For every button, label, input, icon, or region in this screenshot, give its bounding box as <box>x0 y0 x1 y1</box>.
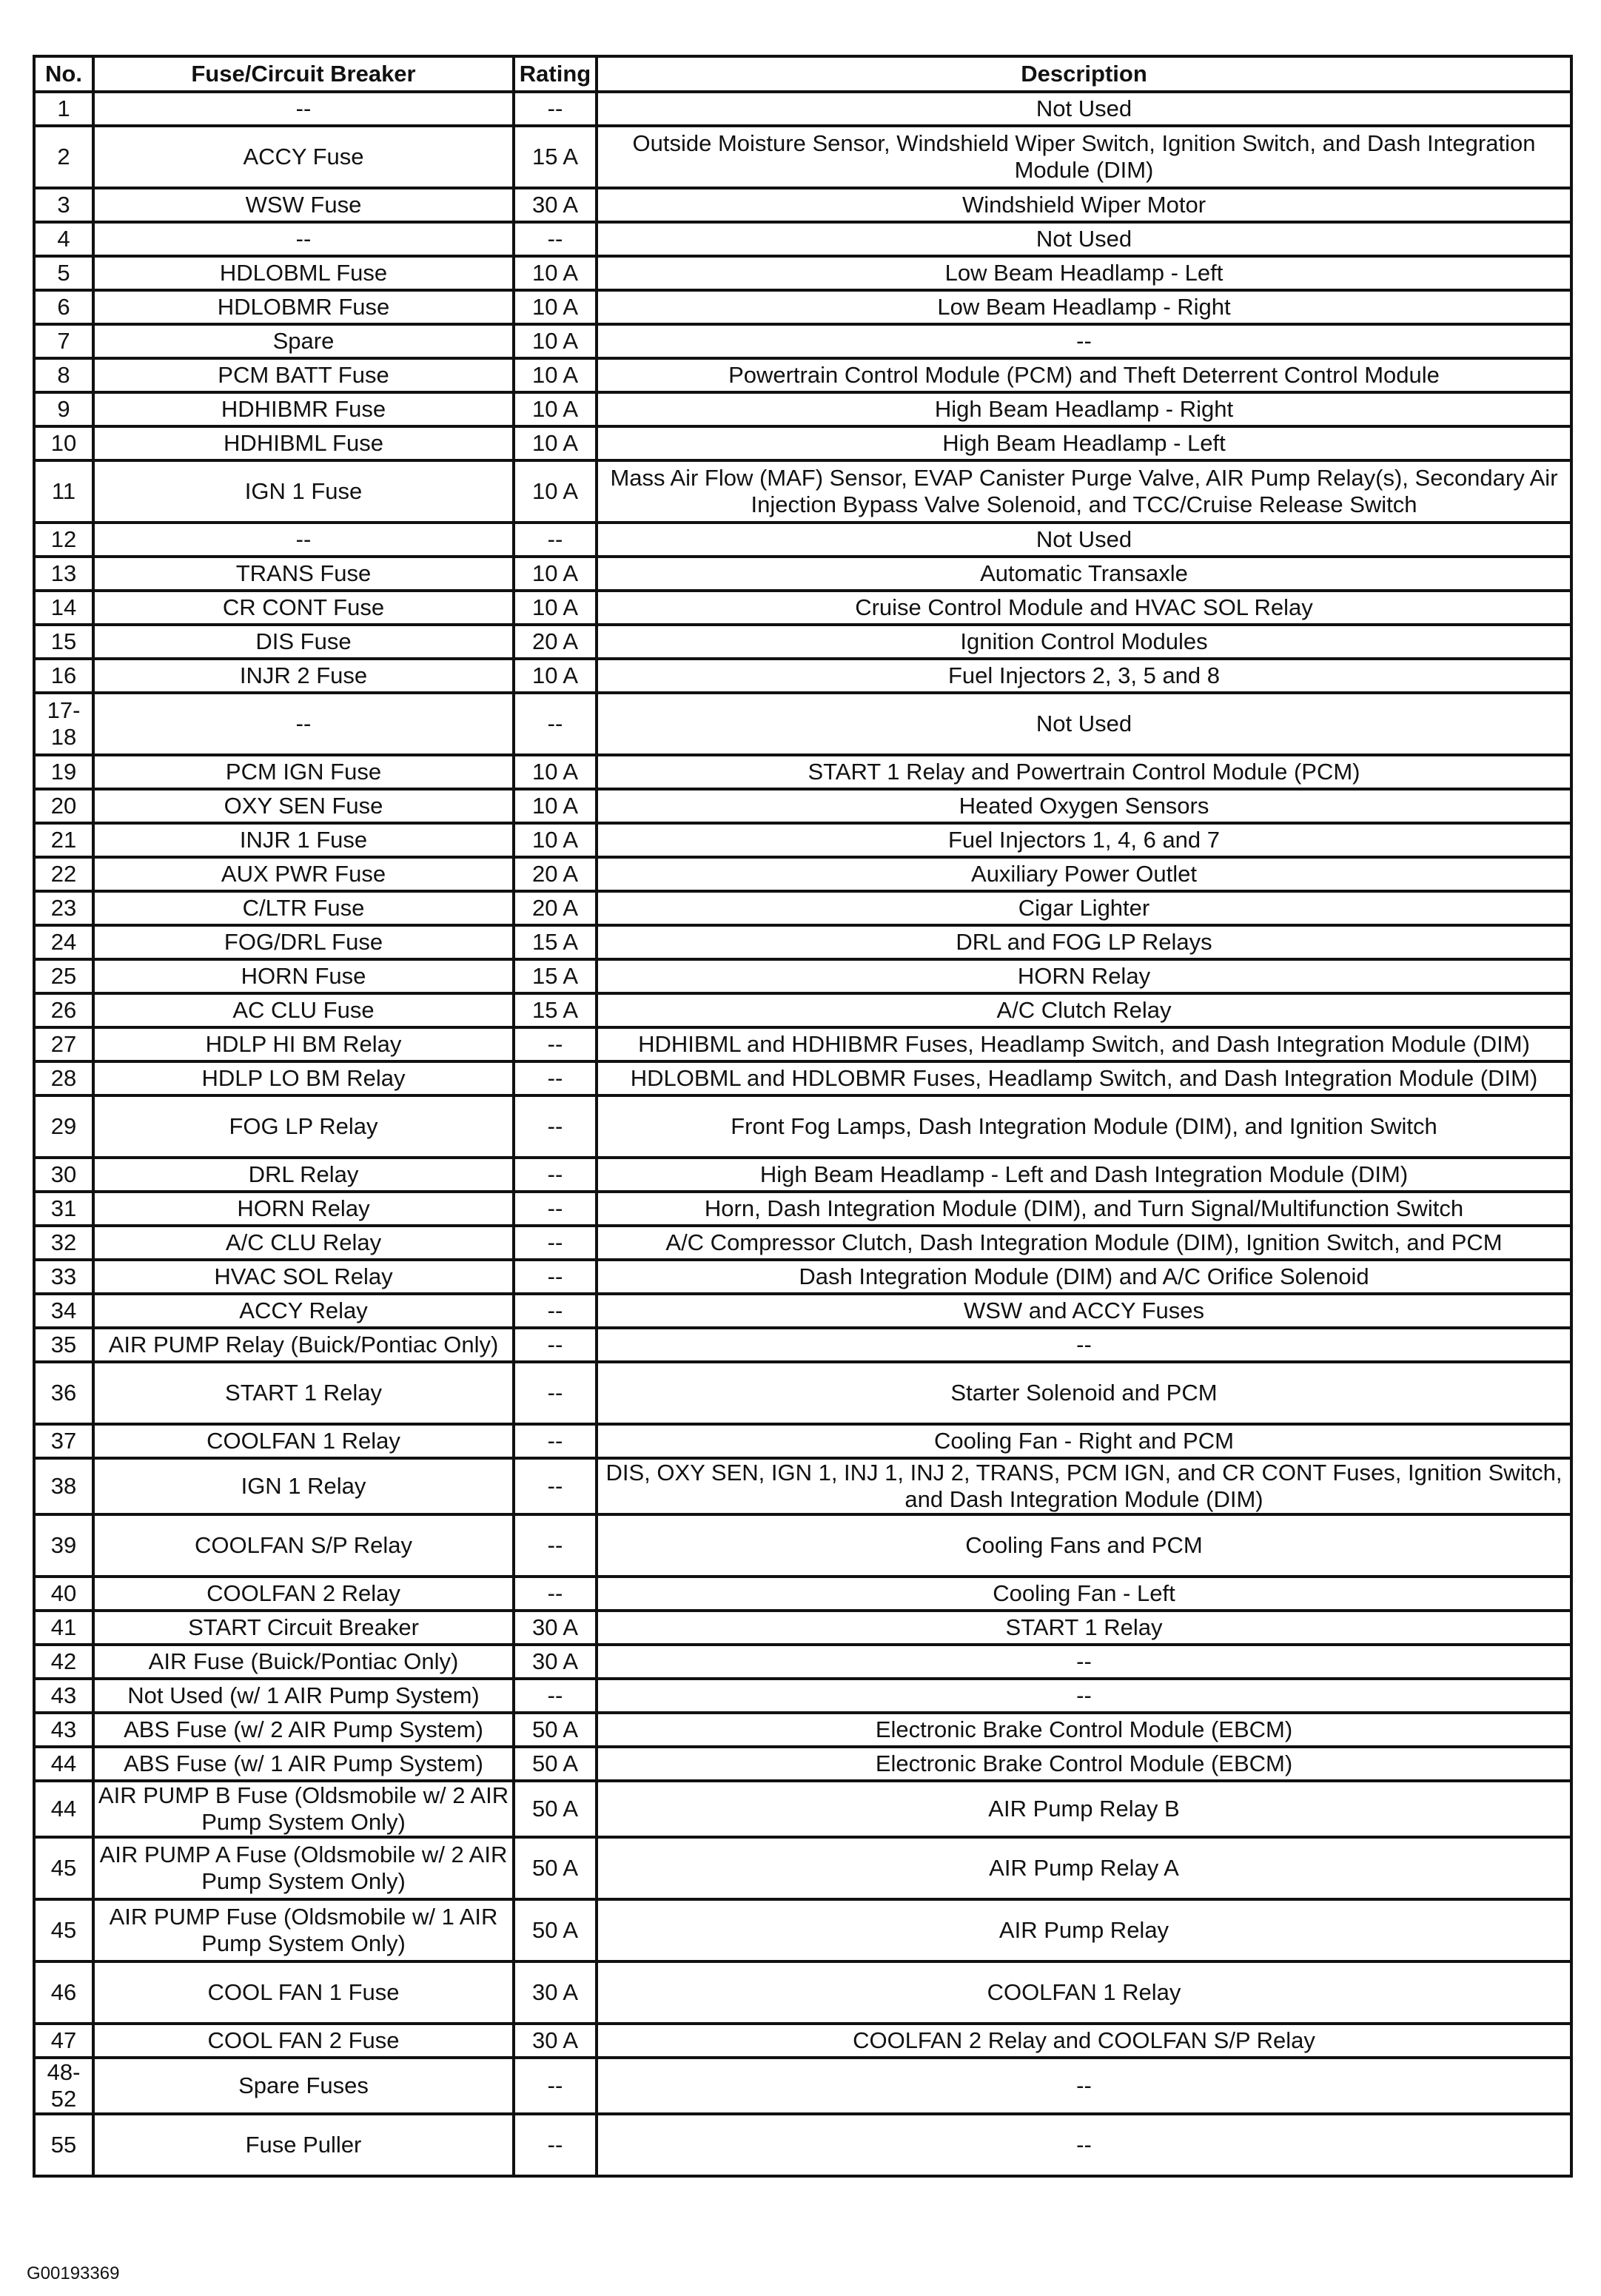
cell-fuse: ACCY Fuse <box>93 126 514 188</box>
cell-no: 38 <box>34 1458 93 1514</box>
cell-rating: 30 A <box>514 1961 597 2024</box>
cell-fuse: -- <box>93 92 514 126</box>
table-row <box>34 755 1571 789</box>
cell-no: 47 <box>34 2024 93 2058</box>
table-row <box>34 925 1571 959</box>
cell-no: 44 <box>34 1781 93 1837</box>
cell-no: 14 <box>34 591 93 625</box>
cell-fuse: CR CONT Fuse <box>93 591 514 625</box>
cell-description: Ignition Control Modules <box>597 625 1571 659</box>
cell-no: 31 <box>34 1192 93 1226</box>
cell-rating: 10 A <box>514 256 597 290</box>
cell-no: 23 <box>34 891 93 925</box>
cell-fuse: HDLOBML Fuse <box>93 256 514 290</box>
cell-description: Automatic Transaxle <box>597 557 1571 591</box>
cell-description: Powertrain Control Module (PCM) and Theft Deterrent Control Module <box>597 358 1571 392</box>
cell-fuse: A/C CLU Relay <box>93 1226 514 1260</box>
cell-no: 43 <box>34 1679 93 1713</box>
cell-fuse: START Circuit Breaker <box>93 1611 514 1645</box>
cell-rating: -- <box>514 1514 597 1577</box>
table-row <box>34 1458 1571 1514</box>
table-row <box>34 591 1571 625</box>
cell-rating: 10 A <box>514 290 597 324</box>
cell-no: 19 <box>34 755 93 789</box>
cell-rating: 10 A <box>514 426 597 460</box>
cell-rating: 10 A <box>514 823 597 857</box>
cell-fuse: C/LTR Fuse <box>93 891 514 925</box>
cell-rating: -- <box>514 1294 597 1328</box>
cell-no: 43 <box>34 1713 93 1747</box>
figure-code: G00193369 <box>27 2263 120 2283</box>
table-row <box>34 1260 1571 1294</box>
cell-no: 20 <box>34 789 93 823</box>
cell-fuse: HDHIBMR Fuse <box>93 392 514 426</box>
table-row <box>34 1362 1571 1424</box>
table-row <box>34 2114 1571 2176</box>
cell-fuse: COOLFAN 2 Relay <box>93 1577 514 1611</box>
cell-no: 26 <box>34 993 93 1027</box>
cell-fuse: AIR PUMP A Fuse (Oldsmobile w/ 2 AIR Pump System Only) <box>93 1837 514 1899</box>
cell-no: 36 <box>34 1362 93 1424</box>
cell-fuse: HDLP LO BM Relay <box>93 1061 514 1095</box>
table-row <box>34 1095 1571 1158</box>
table-row <box>34 1781 1571 1837</box>
cell-description: START 1 Relay and Powertrain Control Module (PCM) <box>597 755 1571 789</box>
header-description: Description <box>597 56 1571 92</box>
cell-rating: -- <box>514 92 597 126</box>
fuse-table <box>33 55 1573 2178</box>
cell-fuse: HVAC SOL Relay <box>93 1260 514 1294</box>
cell-description: COOLFAN 1 Relay <box>597 1961 1571 2024</box>
table-row <box>34 1611 1571 1645</box>
cell-description: Not Used <box>597 92 1571 126</box>
cell-description: -- <box>597 1679 1571 1713</box>
cell-description: Electronic Brake Control Module (EBCM) <box>597 1747 1571 1781</box>
cell-description: Not Used <box>597 222 1571 256</box>
cell-description: Mass Air Flow (MAF) Sensor, EVAP Canister Purge Valve, AIR Pump Relay(s), Secondary Air Injection Bypass Valve Solenoid, and TCC/Cruise Release Switch <box>597 460 1571 523</box>
cell-fuse: FOG/DRL Fuse <box>93 925 514 959</box>
cell-no: 1 <box>34 92 93 126</box>
cell-rating: -- <box>514 1679 597 1713</box>
cell-no: 55 <box>34 2114 93 2176</box>
cell-no: 44 <box>34 1747 93 1781</box>
cell-rating: -- <box>514 1458 597 1514</box>
table-row <box>34 891 1571 925</box>
cell-rating: 10 A <box>514 591 597 625</box>
cell-rating: -- <box>514 1260 597 1294</box>
cell-description: Cooling Fan - Left <box>597 1577 1571 1611</box>
cell-fuse: TRANS Fuse <box>93 557 514 591</box>
cell-description: Dash Integration Module (DIM) and A/C Orifice Solenoid <box>597 1260 1571 1294</box>
cell-description: START 1 Relay <box>597 1611 1571 1645</box>
table-row <box>34 426 1571 460</box>
cell-description: -- <box>597 1645 1571 1679</box>
cell-no: 6 <box>34 290 93 324</box>
cell-no: 39 <box>34 1514 93 1577</box>
cell-description: Cruise Control Module and HVAC SOL Relay <box>597 591 1571 625</box>
cell-rating: 10 A <box>514 789 597 823</box>
cell-no: 22 <box>34 857 93 891</box>
cell-description: Fuel Injectors 1, 4, 6 and 7 <box>597 823 1571 857</box>
cell-no: 45 <box>34 1837 93 1899</box>
cell-fuse: COOLFAN 1 Relay <box>93 1424 514 1458</box>
cell-rating: -- <box>514 1061 597 1095</box>
cell-fuse: HDLOBMR Fuse <box>93 290 514 324</box>
cell-rating: -- <box>514 693 597 755</box>
cell-description: Cigar Lighter <box>597 891 1571 925</box>
cell-rating: -- <box>514 1424 597 1458</box>
table-row <box>34 1061 1571 1095</box>
cell-fuse: Fuse Puller <box>93 2114 514 2176</box>
cell-no: 41 <box>34 1611 93 1645</box>
table-row <box>34 188 1571 222</box>
cell-no: 40 <box>34 1577 93 1611</box>
cell-rating: -- <box>514 523 597 557</box>
cell-no: 33 <box>34 1260 93 1294</box>
cell-rating: 50 A <box>514 1899 597 1961</box>
cell-description: -- <box>597 324 1571 358</box>
cell-fuse: OXY SEN Fuse <box>93 789 514 823</box>
cell-no: 10 <box>34 426 93 460</box>
cell-rating: -- <box>514 1362 597 1424</box>
cell-description: Not Used <box>597 693 1571 755</box>
cell-rating: 10 A <box>514 557 597 591</box>
cell-no: 2 <box>34 126 93 188</box>
cell-description: Cooling Fans and PCM <box>597 1514 1571 1577</box>
cell-description: -- <box>597 2114 1571 2176</box>
cell-fuse: Not Used (w/ 1 AIR Pump System) <box>93 1679 514 1713</box>
table-row <box>34 2024 1571 2058</box>
cell-fuse: Spare <box>93 324 514 358</box>
table-row <box>34 1027 1571 1061</box>
table-row <box>34 625 1571 659</box>
cell-rating: 15 A <box>514 925 597 959</box>
cell-fuse: AIR PUMP B Fuse (Oldsmobile w/ 2 AIR Pump System Only) <box>93 1781 514 1837</box>
cell-rating: 50 A <box>514 1837 597 1899</box>
cell-rating: 30 A <box>514 1645 597 1679</box>
cell-fuse: -- <box>93 222 514 256</box>
cell-rating: -- <box>514 2058 597 2114</box>
cell-description: A/C Clutch Relay <box>597 993 1571 1027</box>
cell-rating: 10 A <box>514 392 597 426</box>
table-row <box>34 1192 1571 1226</box>
table-row <box>34 460 1571 523</box>
cell-no: 13 <box>34 557 93 591</box>
cell-fuse: HDHIBML Fuse <box>93 426 514 460</box>
cell-description: Electronic Brake Control Module (EBCM) <box>597 1713 1571 1747</box>
cell-description: High Beam Headlamp - Right <box>597 392 1571 426</box>
table-row <box>34 1645 1571 1679</box>
cell-no: 37 <box>34 1424 93 1458</box>
cell-fuse: PCM IGN Fuse <box>93 755 514 789</box>
cell-fuse: HDLP HI BM Relay <box>93 1027 514 1061</box>
table-row <box>34 290 1571 324</box>
cell-fuse: HORN Relay <box>93 1192 514 1226</box>
table-row <box>34 823 1571 857</box>
cell-description: Fuel Injectors 2, 3, 5 and 8 <box>597 659 1571 693</box>
cell-no: 15 <box>34 625 93 659</box>
cell-rating: 15 A <box>514 126 597 188</box>
cell-description: Auxiliary Power Outlet <box>597 857 1571 891</box>
cell-no: 8 <box>34 358 93 392</box>
cell-rating: -- <box>514 1226 597 1260</box>
cell-description: Front Fog Lamps, Dash Integration Module (DIM), and Ignition Switch <box>597 1095 1571 1158</box>
cell-rating: 10 A <box>514 755 597 789</box>
table-row <box>34 1961 1571 2024</box>
cell-no: 25 <box>34 959 93 993</box>
cell-description: HDLOBML and HDLOBMR Fuses, Headlamp Switch, and Dash Integration Module (DIM) <box>597 1061 1571 1095</box>
table-row <box>34 1294 1571 1328</box>
cell-no: 5 <box>34 256 93 290</box>
cell-fuse: AUX PWR Fuse <box>93 857 514 891</box>
cell-rating: 30 A <box>514 2024 597 2058</box>
cell-no: 17-18 <box>34 693 93 755</box>
cell-description: -- <box>597 2058 1571 2114</box>
cell-description: Heated Oxygen Sensors <box>597 789 1571 823</box>
cell-no: 9 <box>34 392 93 426</box>
cell-fuse: COOL FAN 2 Fuse <box>93 2024 514 2058</box>
table-row <box>34 557 1571 591</box>
cell-description: Cooling Fan - Right and PCM <box>597 1424 1571 1458</box>
cell-no: 35 <box>34 1328 93 1362</box>
cell-fuse: ACCY Relay <box>93 1294 514 1328</box>
cell-rating: -- <box>514 1027 597 1061</box>
cell-description: -- <box>597 1328 1571 1362</box>
cell-rating: 30 A <box>514 188 597 222</box>
table-row <box>34 993 1571 1027</box>
cell-description: AIR Pump Relay <box>597 1899 1571 1961</box>
cell-rating: 10 A <box>514 324 597 358</box>
cell-no: 12 <box>34 523 93 557</box>
cell-rating: 30 A <box>514 1611 597 1645</box>
table-row <box>34 1837 1571 1899</box>
table-row <box>34 126 1571 188</box>
cell-rating: 15 A <box>514 959 597 993</box>
cell-no: 11 <box>34 460 93 523</box>
cell-fuse: COOLFAN S/P Relay <box>93 1514 514 1577</box>
cell-description: Low Beam Headlamp - Right <box>597 290 1571 324</box>
cell-description: DIS, OXY SEN, IGN 1, INJ 1, INJ 2, TRANS, PCM IGN, and CR CONT Fuses, Ignition Switch, and Dash Integration Module (DIM) <box>597 1458 1571 1514</box>
cell-no: 27 <box>34 1027 93 1061</box>
cell-fuse: HORN Fuse <box>93 959 514 993</box>
cell-description: COOLFAN 2 Relay and COOLFAN S/P Relay <box>597 2024 1571 2058</box>
cell-fuse: IGN 1 Fuse <box>93 460 514 523</box>
cell-no: 30 <box>34 1158 93 1192</box>
table-row <box>34 1424 1571 1458</box>
table-row <box>34 392 1571 426</box>
cell-rating: 10 A <box>514 659 597 693</box>
cell-fuse: FOG LP Relay <box>93 1095 514 1158</box>
cell-rating: -- <box>514 1328 597 1362</box>
table-row <box>34 358 1571 392</box>
table-row <box>34 1679 1571 1713</box>
table-row <box>34 857 1571 891</box>
cell-description: DRL and FOG LP Relays <box>597 925 1571 959</box>
cell-rating: -- <box>514 222 597 256</box>
cell-no: 7 <box>34 324 93 358</box>
table-row <box>34 959 1571 993</box>
table-row <box>34 1713 1571 1747</box>
cell-fuse: ABS Fuse (w/ 1 AIR Pump System) <box>93 1747 514 1781</box>
cell-rating: 15 A <box>514 993 597 1027</box>
cell-fuse: -- <box>93 523 514 557</box>
header-fuse: Fuse/Circuit Breaker <box>93 56 514 92</box>
cell-fuse: COOL FAN 1 Fuse <box>93 1961 514 2024</box>
cell-fuse: ABS Fuse (w/ 2 AIR Pump System) <box>93 1713 514 1747</box>
cell-description: HORN Relay <box>597 959 1571 993</box>
table-row <box>34 256 1571 290</box>
table-row <box>34 1226 1571 1260</box>
table-row <box>34 222 1571 256</box>
cell-rating: 20 A <box>514 891 597 925</box>
cell-description: AIR Pump Relay B <box>597 1781 1571 1837</box>
table-header-row <box>34 56 1571 92</box>
cell-rating: -- <box>514 2114 597 2176</box>
cell-description: A/C Compressor Clutch, Dash Integration Module (DIM), Ignition Switch, and PCM <box>597 1226 1571 1260</box>
cell-rating: 10 A <box>514 460 597 523</box>
cell-fuse: PCM BATT Fuse <box>93 358 514 392</box>
cell-fuse: WSW Fuse <box>93 188 514 222</box>
cell-fuse: INJR 2 Fuse <box>93 659 514 693</box>
table-row <box>34 1899 1571 1961</box>
cell-fuse: AC CLU Fuse <box>93 993 514 1027</box>
cell-no: 3 <box>34 188 93 222</box>
table-row <box>34 2058 1571 2114</box>
cell-no: 21 <box>34 823 93 857</box>
header-no: No. <box>34 56 93 92</box>
cell-description: HDHIBML and HDHIBMR Fuses, Headlamp Switch, and Dash Integration Module (DIM) <box>597 1027 1571 1061</box>
cell-description: High Beam Headlamp - Left <box>597 426 1571 460</box>
table-row <box>34 1328 1571 1362</box>
cell-fuse: DRL Relay <box>93 1158 514 1192</box>
cell-fuse: START 1 Relay <box>93 1362 514 1424</box>
cell-no: 24 <box>34 925 93 959</box>
cell-rating: 20 A <box>514 857 597 891</box>
fuse-document <box>33 55 1570 2178</box>
cell-no: 28 <box>34 1061 93 1095</box>
cell-no: 32 <box>34 1226 93 1260</box>
cell-no: 16 <box>34 659 93 693</box>
table-row <box>34 523 1571 557</box>
cell-fuse: INJR 1 Fuse <box>93 823 514 857</box>
table-row <box>34 693 1571 755</box>
cell-description: Not Used <box>597 523 1571 557</box>
cell-no: 34 <box>34 1294 93 1328</box>
table-row <box>34 789 1571 823</box>
table-row <box>34 324 1571 358</box>
cell-rating: -- <box>514 1158 597 1192</box>
cell-no: 4 <box>34 222 93 256</box>
table-row <box>34 1577 1571 1611</box>
cell-rating: 50 A <box>514 1781 597 1837</box>
cell-description: WSW and ACCY Fuses <box>597 1294 1571 1328</box>
cell-description: Low Beam Headlamp - Left <box>597 256 1571 290</box>
table-row <box>34 1514 1571 1577</box>
cell-description: Starter Solenoid and PCM <box>597 1362 1571 1424</box>
table-row <box>34 92 1571 126</box>
cell-rating: -- <box>514 1095 597 1158</box>
cell-fuse: AIR PUMP Relay (Buick/Pontiac Only) <box>93 1328 514 1362</box>
cell-rating: 50 A <box>514 1713 597 1747</box>
table-row <box>34 1747 1571 1781</box>
table-row <box>34 1158 1571 1192</box>
cell-no: 46 <box>34 1961 93 2024</box>
cell-fuse: Spare Fuses <box>93 2058 514 2114</box>
cell-no: 29 <box>34 1095 93 1158</box>
cell-rating: 50 A <box>514 1747 597 1781</box>
cell-description: Horn, Dash Integration Module (DIM), and Turn Signal/Multifunction Switch <box>597 1192 1571 1226</box>
cell-no: 42 <box>34 1645 93 1679</box>
cell-fuse: -- <box>93 693 514 755</box>
cell-fuse: AIR Fuse (Buick/Pontiac Only) <box>93 1645 514 1679</box>
cell-no: 48-52 <box>34 2058 93 2114</box>
cell-no: 45 <box>34 1899 93 1961</box>
cell-fuse: DIS Fuse <box>93 625 514 659</box>
table-body <box>34 92 1571 2176</box>
cell-rating: -- <box>514 1577 597 1611</box>
cell-fuse: AIR PUMP Fuse (Oldsmobile w/ 1 AIR Pump System Only) <box>93 1899 514 1961</box>
cell-rating: 20 A <box>514 625 597 659</box>
table-row <box>34 659 1571 693</box>
cell-description: Windshield Wiper Motor <box>597 188 1571 222</box>
cell-rating: 10 A <box>514 358 597 392</box>
header-rating: Rating <box>514 56 597 92</box>
cell-description: Outside Moisture Sensor, Windshield Wiper Switch, Ignition Switch, and Dash Integration Module (DIM) <box>597 126 1571 188</box>
cell-rating: -- <box>514 1192 597 1226</box>
cell-description: High Beam Headlamp - Left and Dash Integration Module (DIM) <box>597 1158 1571 1192</box>
cell-fuse: IGN 1 Relay <box>93 1458 514 1514</box>
cell-description: AIR Pump Relay A <box>597 1837 1571 1899</box>
